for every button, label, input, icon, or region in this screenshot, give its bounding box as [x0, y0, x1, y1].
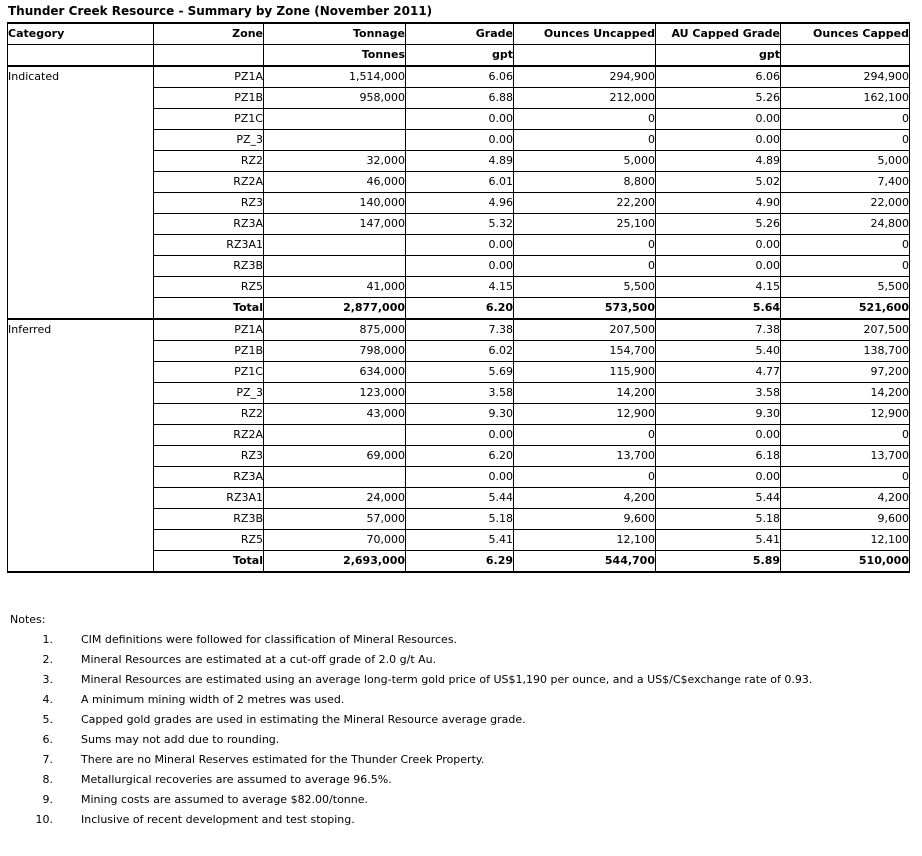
units-cell — [8, 45, 154, 67]
ounces-uncapped-cell: 5,000 — [514, 151, 656, 172]
au-capped-grade-cell: 0.00 — [656, 130, 781, 151]
au-capped-grade-cell: 3.58 — [656, 383, 781, 404]
ounces-uncapped-cell: 0 — [514, 256, 656, 277]
zone-cell: PZ1A — [154, 66, 264, 88]
note-number: 6. — [42, 733, 53, 746]
note-item — [0, 750, 915, 770]
table-row — [8, 319, 910, 341]
zone-cell: PZ1C — [154, 109, 264, 130]
zone-cell: RZ3 — [154, 446, 264, 467]
tonnage-cell — [264, 109, 406, 130]
tonnage-cell: 140,000 — [264, 193, 406, 214]
ounces-capped-cell: 14,200 — [781, 383, 910, 404]
grade-cell: 0.00 — [406, 425, 514, 446]
units-cell-gpt: gpt — [406, 45, 514, 67]
units-cell-gpt: gpt — [656, 45, 781, 67]
total-au-capped-grade-cell: 5.89 — [656, 551, 781, 573]
grade-cell: 6.88 — [406, 88, 514, 109]
ounces-capped-cell: 294,900 — [781, 66, 910, 88]
total-zone-cell: Total — [154, 298, 264, 320]
ounces-capped-cell: 5,500 — [781, 277, 910, 298]
ounces-uncapped-cell: 25,100 — [514, 214, 656, 235]
note-number: 9. — [42, 793, 53, 806]
ounces-uncapped-cell: 9,600 — [514, 509, 656, 530]
ounces-capped-cell: 22,000 — [781, 193, 910, 214]
col-header-category: Category — [8, 23, 154, 45]
note-item — [0, 790, 915, 810]
note-text: Metallurgical recoveries are assumed to average 96.5%. — [81, 773, 392, 786]
zone-cell: PZ1B — [154, 88, 264, 109]
note-number: 7. — [42, 753, 53, 766]
resource-summary-table — [7, 22, 910, 573]
ounces-capped-cell: 0 — [781, 256, 910, 277]
zone-cell: PZ1B — [154, 341, 264, 362]
note-number: 2. — [42, 653, 53, 666]
grade-cell: 4.15 — [406, 277, 514, 298]
ounces-uncapped-cell: 0 — [514, 467, 656, 488]
note-item — [0, 690, 915, 710]
ounces-capped-cell: 97,200 — [781, 362, 910, 383]
tonnage-cell: 123,000 — [264, 383, 406, 404]
ounces-uncapped-cell: 0 — [514, 425, 656, 446]
au-capped-grade-cell: 5.26 — [656, 88, 781, 109]
au-capped-grade-cell: 5.44 — [656, 488, 781, 509]
zone-cell: PZ_3 — [154, 383, 264, 404]
category-cell: Indicated — [8, 66, 154, 319]
grade-cell: 0.00 — [406, 467, 514, 488]
note-item — [0, 650, 915, 670]
tonnage-cell: 1,514,000 — [264, 66, 406, 88]
au-capped-grade-cell: 0.00 — [656, 467, 781, 488]
tonnage-cell: 147,000 — [264, 214, 406, 235]
au-capped-grade-cell: 5.41 — [656, 530, 781, 551]
ounces-uncapped-cell: 207,500 — [514, 319, 656, 341]
col-header-zone: Zone — [154, 23, 264, 45]
units-cell-tonnes: Tonnes — [264, 45, 406, 67]
ounces-uncapped-cell: 0 — [514, 235, 656, 256]
tonnage-cell: 634,000 — [264, 362, 406, 383]
au-capped-grade-cell: 5.02 — [656, 172, 781, 193]
note-text: A minimum mining width of 2 metres was used. — [81, 693, 345, 706]
total-grade-cell: 6.20 — [406, 298, 514, 320]
tonnage-cell: 32,000 — [264, 151, 406, 172]
zone-cell: RZ3A1 — [154, 235, 264, 256]
ounces-uncapped-cell: 22,200 — [514, 193, 656, 214]
ounces-uncapped-cell: 4,200 — [514, 488, 656, 509]
au-capped-grade-cell: 4.15 — [656, 277, 781, 298]
grade-cell: 6.02 — [406, 341, 514, 362]
zone-cell: PZ_3 — [154, 130, 264, 151]
tonnage-cell — [264, 425, 406, 446]
ounces-capped-cell: 4,200 — [781, 488, 910, 509]
note-number: 3. — [42, 673, 53, 686]
ounces-uncapped-cell: 12,900 — [514, 404, 656, 425]
ounces-capped-cell: 0 — [781, 425, 910, 446]
ounces-uncapped-cell: 8,800 — [514, 172, 656, 193]
ounces-capped-cell: 12,100 — [781, 530, 910, 551]
zone-cell: RZ3A — [154, 214, 264, 235]
tonnage-cell: 57,000 — [264, 509, 406, 530]
au-capped-grade-cell: 6.18 — [656, 446, 781, 467]
header-row — [8, 23, 910, 45]
au-capped-grade-cell: 0.00 — [656, 235, 781, 256]
zone-cell: RZ3 — [154, 193, 264, 214]
tonnage-cell: 41,000 — [264, 277, 406, 298]
au-capped-grade-cell: 0.00 — [656, 425, 781, 446]
note-item — [0, 630, 915, 650]
ounces-capped-cell: 9,600 — [781, 509, 910, 530]
note-number: 4. — [42, 693, 53, 706]
note-text: CIM definitions were followed for classification of Mineral Resources. — [81, 633, 458, 646]
zone-cell: PZ1C — [154, 362, 264, 383]
note-item — [0, 670, 915, 690]
tonnage-cell: 46,000 — [264, 172, 406, 193]
au-capped-grade-cell: 5.18 — [656, 509, 781, 530]
grade-cell: 7.38 — [406, 319, 514, 341]
total-ounces-uncapped-cell: 573,500 — [514, 298, 656, 320]
ounces-uncapped-cell: 0 — [514, 109, 656, 130]
category-cell: Inferred — [8, 319, 154, 572]
zone-cell: PZ1A — [154, 319, 264, 341]
total-tonnage-cell: 2,693,000 — [264, 551, 406, 573]
notes-section — [0, 610, 915, 830]
grade-cell: 6.06 — [406, 66, 514, 88]
ounces-capped-cell: 7,400 — [781, 172, 910, 193]
zone-cell: RZ3A — [154, 467, 264, 488]
grade-cell: 5.69 — [406, 362, 514, 383]
grade-cell: 5.18 — [406, 509, 514, 530]
au-capped-grade-cell: 4.77 — [656, 362, 781, 383]
note-text: Sums may not add due to rounding. — [81, 733, 280, 746]
note-item — [0, 730, 915, 750]
note-number: 1. — [42, 633, 53, 646]
table-row — [8, 66, 910, 88]
ounces-capped-cell: 0 — [781, 467, 910, 488]
note-item — [0, 810, 915, 830]
total-ounces-capped-cell: 510,000 — [781, 551, 910, 573]
zone-cell: RZ3B — [154, 256, 264, 277]
tonnage-cell: 70,000 — [264, 530, 406, 551]
units-cell — [781, 45, 910, 67]
grade-cell: 0.00 — [406, 256, 514, 277]
ounces-uncapped-cell: 154,700 — [514, 341, 656, 362]
ounces-capped-cell: 24,800 — [781, 214, 910, 235]
total-grade-cell: 6.29 — [406, 551, 514, 573]
col-header-au-capped-grade: AU Capped Grade — [656, 23, 781, 45]
grade-cell: 3.58 — [406, 383, 514, 404]
note-item — [0, 710, 915, 730]
total-au-capped-grade-cell: 5.64 — [656, 298, 781, 320]
au-capped-grade-cell: 5.26 — [656, 214, 781, 235]
ounces-capped-cell: 0 — [781, 130, 910, 151]
ounces-uncapped-cell: 294,900 — [514, 66, 656, 88]
ounces-capped-cell: 138,700 — [781, 341, 910, 362]
note-number: 10. — [35, 813, 53, 826]
tonnage-cell: 69,000 — [264, 446, 406, 467]
grade-cell: 5.32 — [406, 214, 514, 235]
grade-cell: 6.20 — [406, 446, 514, 467]
total-tonnage-cell: 2,877,000 — [264, 298, 406, 320]
au-capped-grade-cell: 7.38 — [656, 319, 781, 341]
note-text: Mining costs are assumed to average $82.00/tonne. — [81, 793, 369, 806]
col-header-ounces-capped: Ounces Capped — [781, 23, 910, 45]
note-number: 5. — [42, 713, 53, 726]
grade-cell: 5.41 — [406, 530, 514, 551]
ounces-uncapped-cell: 212,000 — [514, 88, 656, 109]
ounces-uncapped-cell: 13,700 — [514, 446, 656, 467]
zone-cell: RZ2A — [154, 172, 264, 193]
au-capped-grade-cell: 6.06 — [656, 66, 781, 88]
au-capped-grade-cell: 5.40 — [656, 341, 781, 362]
zone-cell: RZ5 — [154, 530, 264, 551]
tonnage-cell: 43,000 — [264, 404, 406, 425]
note-text: There are no Mineral Reserves estimated for the Thunder Creek Property. — [81, 753, 485, 766]
units-row — [8, 45, 910, 67]
note-text: Mineral Resources are estimated at a cut-off grade of 2.0 g/t Au. — [81, 653, 437, 666]
au-capped-grade-cell: 0.00 — [656, 256, 781, 277]
grade-cell: 0.00 — [406, 235, 514, 256]
tonnage-cell — [264, 235, 406, 256]
tonnage-cell: 798,000 — [264, 341, 406, 362]
ounces-uncapped-cell: 115,900 — [514, 362, 656, 383]
ounces-uncapped-cell: 5,500 — [514, 277, 656, 298]
au-capped-grade-cell: 4.90 — [656, 193, 781, 214]
col-header-tonnage: Tonnage — [264, 23, 406, 45]
tonnage-cell: 875,000 — [264, 319, 406, 341]
tonnage-cell — [264, 130, 406, 151]
units-cell — [514, 45, 656, 67]
zone-cell: RZ2A — [154, 425, 264, 446]
ounces-capped-cell: 0 — [781, 235, 910, 256]
ounces-capped-cell: 13,700 — [781, 446, 910, 467]
notes-label: Notes: — [10, 613, 46, 626]
zone-cell: RZ2 — [154, 404, 264, 425]
grade-cell: 9.30 — [406, 404, 514, 425]
grade-cell: 4.89 — [406, 151, 514, 172]
zone-cell: RZ3A1 — [154, 488, 264, 509]
note-text: Capped gold grades are used in estimating the Mineral Resource average grade. — [81, 713, 526, 726]
ounces-uncapped-cell: 14,200 — [514, 383, 656, 404]
ounces-capped-cell: 0 — [781, 109, 910, 130]
units-cell — [154, 45, 264, 67]
tonnage-cell: 958,000 — [264, 88, 406, 109]
zone-cell: RZ2 — [154, 151, 264, 172]
zone-cell: RZ5 — [154, 277, 264, 298]
total-ounces-capped-cell: 521,600 — [781, 298, 910, 320]
page-title: Thunder Creek Resource - Summary by Zone (November 2011) — [8, 4, 433, 18]
note-text: Mineral Resources are estimated using an average long-term gold price of US$1,190 per ounce, and a US$/C$exchange rate of 0.93. — [81, 673, 813, 686]
au-capped-grade-cell: 9.30 — [656, 404, 781, 425]
tonnage-cell: 24,000 — [264, 488, 406, 509]
total-zone-cell: Total — [154, 551, 264, 573]
notes-list — [0, 630, 915, 830]
ounces-capped-cell: 5,000 — [781, 151, 910, 172]
tonnage-cell — [264, 256, 406, 277]
note-item — [0, 770, 915, 790]
au-capped-grade-cell: 4.89 — [656, 151, 781, 172]
ounces-uncapped-cell: 0 — [514, 130, 656, 151]
grade-cell: 0.00 — [406, 109, 514, 130]
ounces-uncapped-cell: 12,100 — [514, 530, 656, 551]
grade-cell: 6.01 — [406, 172, 514, 193]
total-ounces-uncapped-cell: 544,700 — [514, 551, 656, 573]
grade-cell: 4.96 — [406, 193, 514, 214]
ounces-capped-cell: 12,900 — [781, 404, 910, 425]
ounces-capped-cell: 207,500 — [781, 319, 910, 341]
col-header-grade: Grade — [406, 23, 514, 45]
ounces-capped-cell: 162,100 — [781, 88, 910, 109]
note-text: Inclusive of recent development and test stoping. — [81, 813, 355, 826]
col-header-ounces-uncapped: Ounces Uncapped — [514, 23, 656, 45]
grade-cell: 5.44 — [406, 488, 514, 509]
grade-cell: 0.00 — [406, 130, 514, 151]
zone-cell: RZ3B — [154, 509, 264, 530]
tonnage-cell — [264, 467, 406, 488]
au-capped-grade-cell: 0.00 — [656, 109, 781, 130]
note-number: 8. — [42, 773, 53, 786]
